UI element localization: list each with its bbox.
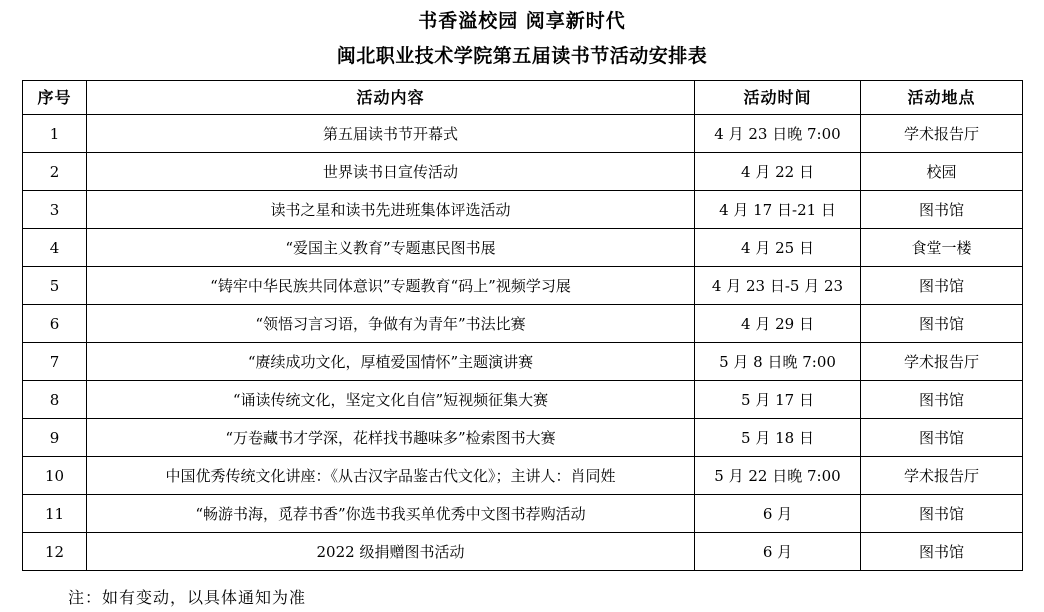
cell-no: 8 xyxy=(23,381,87,419)
footer-note: 注：如有变动，以具体通知为准 xyxy=(68,588,307,607)
cell-place: 图书馆 xyxy=(861,419,1023,457)
cell-place: 学术报告厅 xyxy=(861,343,1023,381)
cell-content: “爱国主义教育”专题惠民图书展 xyxy=(87,229,695,267)
document-page xyxy=(0,8,1044,612)
cell-no: 2 xyxy=(23,153,87,191)
document-title: 书香溢校园 阅享新时代 xyxy=(418,10,626,32)
cell-no: 3 xyxy=(23,191,87,229)
cell-no: 1 xyxy=(23,115,87,153)
cell-time: 5 月 22 日晚 7:00 xyxy=(695,457,861,495)
cell-content: 中国优秀传统文化讲座：《从古汉字品鉴古代文化》；主讲人：肖同姓 xyxy=(87,457,695,495)
cell-place: 图书馆 xyxy=(861,533,1023,571)
table-row xyxy=(23,457,1023,495)
cell-content: “赓续成功文化，厚植爱国情怀”主题演讲赛 xyxy=(87,343,695,381)
cell-no: 7 xyxy=(23,343,87,381)
table-row xyxy=(23,343,1023,381)
schedule-table xyxy=(22,80,1023,571)
table-row xyxy=(23,305,1023,343)
cell-content: “领悟习言习语，争做有为青年”书法比赛 xyxy=(87,305,695,343)
column-header-content: 活动内容 xyxy=(87,81,695,115)
cell-time: 4 月 29 日 xyxy=(695,305,861,343)
table-header-row xyxy=(23,81,1023,115)
cell-place: 图书馆 xyxy=(861,381,1023,419)
cell-no: 4 xyxy=(23,229,87,267)
table-header xyxy=(23,81,1023,115)
schedule-table-wrapper xyxy=(0,80,1044,571)
cell-content: 第五届读书节开幕式 xyxy=(87,115,695,153)
cell-time: 4 月 23 日-5 月 23 xyxy=(695,267,861,305)
cell-time: 5 月 17 日 xyxy=(695,381,861,419)
cell-time: 4 月 17 日-21 日 xyxy=(695,191,861,229)
cell-no: 5 xyxy=(23,267,87,305)
cell-content: “铸牢中华民族共同体意识”专题教育“码上”视频学习展 xyxy=(87,267,695,305)
table-body xyxy=(23,115,1023,571)
cell-place: 学术报告厅 xyxy=(861,457,1023,495)
cell-time: 4 月 25 日 xyxy=(695,229,861,267)
cell-time: 5 月 8 日晚 7:00 xyxy=(695,343,861,381)
cell-place: 校园 xyxy=(861,153,1023,191)
cell-place: 图书馆 xyxy=(861,191,1023,229)
cell-content: 世界读书日宣传活动 xyxy=(87,153,695,191)
cell-time: 6 月 xyxy=(695,495,861,533)
cell-content: “诵读传统文化，坚定文化自信”短视频征集大赛 xyxy=(87,381,695,419)
cell-time: 5 月 18 日 xyxy=(695,419,861,457)
cell-no: 11 xyxy=(23,495,87,533)
document-subtitle: 闽北职业技术学院第五届读书节活动安排表 xyxy=(336,45,708,67)
column-header-no: 序号 xyxy=(23,81,87,115)
column-header-time: 活动时间 xyxy=(695,81,861,115)
cell-no: 12 xyxy=(23,533,87,571)
cell-place: 图书馆 xyxy=(861,305,1023,343)
cell-content: “畅游书海，觅荐书香”你选书我买单优秀中文图书荐购活动 xyxy=(87,495,695,533)
cell-content: “万卷藏书才学深，花样找书趣味多”检索图书大赛 xyxy=(87,419,695,457)
cell-content: 读书之星和读书先进班集体评选活动 xyxy=(87,191,695,229)
cell-time: 4 月 23 日晚 7:00 xyxy=(695,115,861,153)
cell-time: 4 月 22 日 xyxy=(695,153,861,191)
cell-no: 6 xyxy=(23,305,87,343)
table-row xyxy=(23,381,1023,419)
table-row xyxy=(23,533,1023,571)
cell-no: 10 xyxy=(23,457,87,495)
table-row xyxy=(23,153,1023,191)
table-row xyxy=(23,419,1023,457)
cell-place: 学术报告厅 xyxy=(861,115,1023,153)
cell-place: 食堂一楼 xyxy=(861,229,1023,267)
cell-no: 9 xyxy=(23,419,87,457)
cell-place: 图书馆 xyxy=(861,267,1023,305)
table-row xyxy=(23,267,1023,305)
cell-time: 6 月 xyxy=(695,533,861,571)
cell-place: 图书馆 xyxy=(861,495,1023,533)
table-row xyxy=(23,191,1023,229)
table-row xyxy=(23,229,1023,267)
cell-content: 2022 级捐赠图书活动 xyxy=(87,533,695,571)
column-header-place: 活动地点 xyxy=(861,81,1023,115)
table-row xyxy=(23,495,1023,533)
table-row xyxy=(23,115,1023,153)
